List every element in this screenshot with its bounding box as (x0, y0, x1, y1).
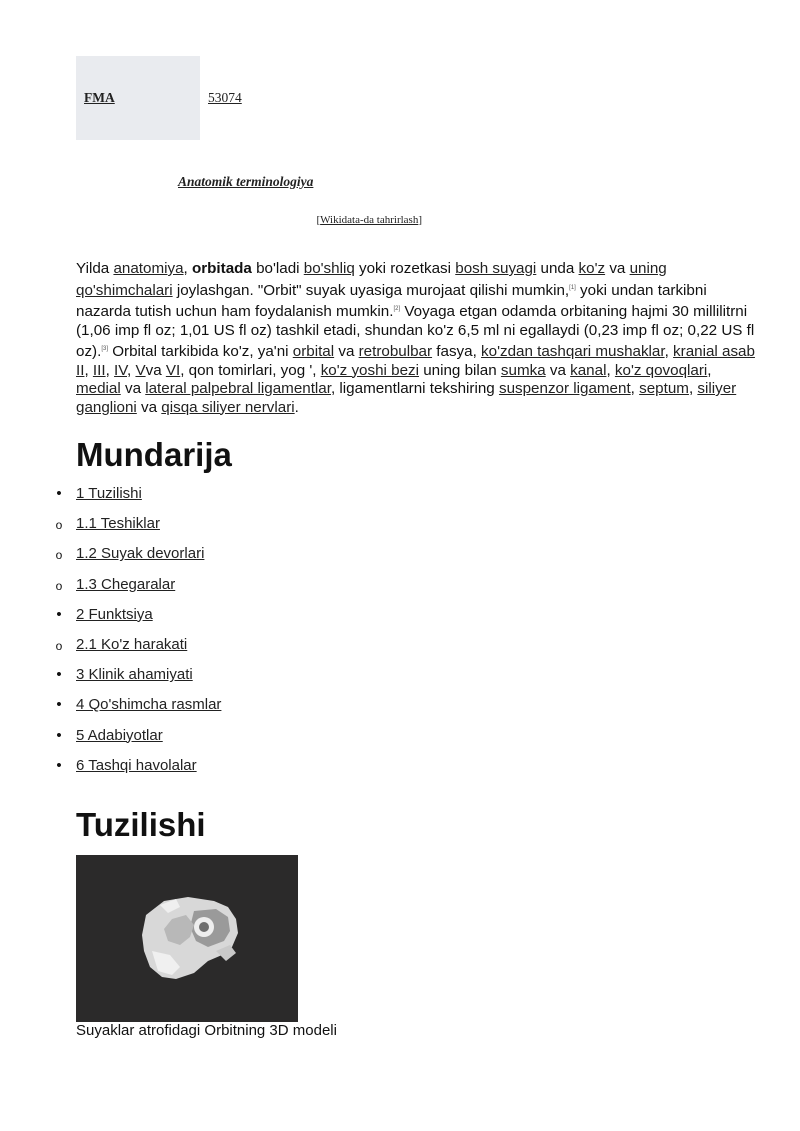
toc-link-qoshimcha-rasmlar[interactable]: 4 Qo'shimcha rasmlar (76, 696, 222, 714)
toc-item (0, 724, 400, 754)
toc-item (0, 754, 400, 784)
intro-paragraph (76, 260, 756, 417)
intro-text: joylashgan. "Orbit" suyak uyasiga murojaat qilishi mumkin, (172, 281, 570, 299)
toc-item (0, 573, 400, 603)
toc-link-funktsiya[interactable]: 2 Funktsiya (76, 605, 153, 623)
reference-3[interactable]: [3] (101, 346, 108, 352)
link-qisqa-siliyer-nervlari[interactable]: qisqa siliyer nervlari (161, 398, 295, 416)
link-bosh-suyagi[interactable]: bosh suyagi (455, 260, 537, 277)
link-anatomiya[interactable]: anatomiya (113, 260, 184, 277)
intro-text: va (145, 361, 166, 379)
intro-text: , (183, 260, 192, 277)
infobox (76, 56, 430, 238)
intro-text: Yilda (76, 260, 114, 277)
link-suspenzor-ligament[interactable]: suspenzor ligament (498, 380, 631, 397)
link-kranial-asab[interactable]: kranial asab (673, 343, 755, 360)
toc-bullet: • (56, 696, 62, 714)
intro-text: fasya, (432, 343, 482, 360)
reference-1[interactable]: [1] (569, 284, 576, 291)
intro-text: , (664, 343, 674, 360)
toc-bullet: • (56, 605, 62, 623)
section-heading: Tuzilishi (76, 806, 206, 843)
intro-text: Orbital tarkibida ko'z, ya'ni (108, 343, 293, 360)
toc-link-teshiklar[interactable]: 1.1 Teshiklar (76, 515, 160, 533)
intro-text: Voyaga etgan odamda orbitaning hajmi 30 millilitrni (1,06 imp fl oz; 1,01 US fl oz) tashkil etadi, shundan ko'z 6,5 ml ni egallaydi (0,23 imp fl oz; 0,22 US fl oz). (76, 303, 755, 360)
fma-id-link[interactable]: 53074 (208, 90, 242, 105)
intro-text: , ligamentlarni tekshiring (330, 380, 499, 397)
terminology-link[interactable]: Anatomik terminologiya (178, 174, 314, 189)
intro-text: , (127, 361, 136, 379)
link-siliyer-ganglioni[interactable]: siliyer ganglioni (76, 380, 737, 416)
reference-2[interactable]: [2] (393, 306, 401, 312)
infobox-value-cell (208, 90, 242, 106)
toc-bullet: • (56, 726, 62, 744)
toc-link-tashqi-havolalar[interactable]: 6 Tashqi havolalar (76, 756, 197, 774)
toc-link-tuzilishi[interactable]: 1 Tuzilishi (76, 485, 142, 502)
intro-text: unda (536, 260, 579, 277)
link-kanal[interactable]: kanal (570, 361, 607, 379)
link-orbital[interactable]: orbital (292, 343, 335, 360)
intro-text: va (334, 343, 359, 360)
link-boshliq[interactable]: bo'shliq (303, 260, 355, 277)
toc-sub-bullet: o (55, 518, 63, 533)
toc-link-koz-harakati[interactable]: 2.1 Ko'z harakati (76, 635, 188, 653)
toc-link-chegaralar[interactable]: 1.3 Chegaralar (76, 575, 176, 593)
intro-text: , (606, 361, 615, 379)
link-nerve-v[interactable]: V (135, 361, 146, 379)
fma-link[interactable]: FMA (84, 90, 115, 105)
intro-text: . (294, 398, 299, 416)
toc-bullet: • (56, 485, 62, 502)
toc-link-suyak-devorlari[interactable]: 1.2 Suyak devorlari (76, 545, 205, 563)
toc-item (0, 512, 400, 542)
link-nerve-vi[interactable]: VI (165, 361, 181, 379)
intro-text: va (136, 398, 162, 416)
link-lateral-palpebral-ligamentlar[interactable]: lateral palpebral ligamentlar (145, 380, 331, 397)
intro-bold-term: orbitada (191, 260, 252, 277)
toc-item (0, 542, 400, 572)
intro-text: , (84, 361, 93, 379)
link-nerve-ii[interactable]: II (76, 361, 85, 379)
intro-text: va (120, 380, 146, 397)
link-nerve-iv[interactable]: IV (114, 361, 127, 379)
link-septum[interactable]: septum (639, 380, 689, 397)
toc-item (0, 693, 400, 723)
wikidata-edit-link[interactable]: Wikidata-da tahrirlash (320, 214, 419, 226)
toc-heading: Mundarija (76, 436, 232, 473)
toc-item (0, 603, 400, 633)
intro-text: , qon tomirlari, yog ', (180, 361, 321, 379)
wikidata-edit (316, 214, 422, 226)
toc-sub-bullet: o (55, 638, 63, 653)
link-kozdan-tashqari-mushaklar[interactable]: ko'zdan tashqari mushaklar (481, 343, 665, 360)
orbit-3d-model-image[interactable] (76, 855, 298, 1022)
toc-sub-bullet: o (55, 548, 63, 563)
link-koz-qovoqlari[interactable]: ko'z qovoqlari (614, 361, 708, 379)
link-medial[interactable]: medial (76, 380, 121, 397)
table-of-contents (0, 482, 400, 784)
intro-text: yoki undan tarkibni nazarda tutish uchun ham foydalanish mumkin. (76, 281, 707, 320)
link-sumka[interactable]: sumka (500, 361, 546, 379)
toc-sub-bullet: o (55, 578, 63, 593)
link-nerve-iii[interactable]: III (92, 361, 106, 379)
infobox-terminology (178, 174, 313, 190)
link-koz[interactable]: ko'z (578, 260, 606, 277)
edit-bracket-open: [ (316, 214, 321, 226)
link-retrobulbar[interactable]: retrobulbar (358, 343, 433, 360)
intro-text: va (545, 361, 571, 379)
intro-text: , (630, 380, 640, 397)
toc-link-klinik-ahamiyati[interactable]: 3 Klinik ahamiyati (76, 666, 193, 684)
intro-text: , (707, 361, 712, 379)
link-koz-yoshi-bezi[interactable]: ko'z yoshi bezi (320, 361, 419, 379)
intro-text: , (105, 361, 115, 379)
edit-bracket-close: ] (418, 214, 422, 226)
toc-link-adabiyotlar[interactable]: 5 Adabiyotlar (76, 726, 163, 744)
toc-item (0, 482, 400, 512)
link-uning-qoshimchalari[interactable]: uning qo'shimchalari (76, 260, 667, 299)
toc-item (0, 663, 400, 693)
toc-item (0, 633, 400, 663)
figure-caption: Suyaklar atrofidagi Orbitning 3D modeli (76, 1022, 337, 1039)
intro-text: bo'ladi (251, 260, 304, 277)
infobox-label-cell (76, 56, 200, 140)
toc-bullet: • (56, 756, 62, 774)
skull-orbit-illustration (76, 855, 298, 1022)
intro-text: va (605, 260, 630, 277)
intro-text: yoki rozetkasi (354, 260, 456, 277)
toc-bullet: • (56, 666, 62, 684)
intro-text: , (688, 380, 698, 397)
intro-text: uning bilan (419, 361, 501, 379)
